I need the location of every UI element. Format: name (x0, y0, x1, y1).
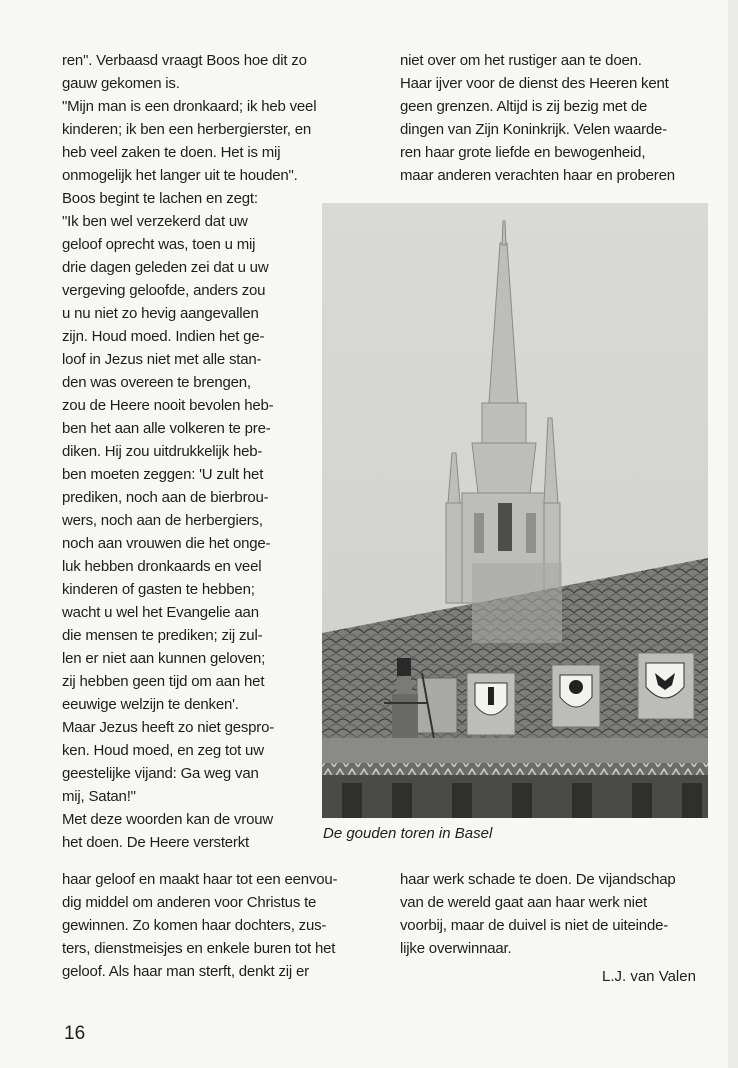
text-line: dig middel om anderen voor Christus te (62, 894, 317, 911)
text-line: prediken, noch aan de bierbrou- (62, 489, 269, 506)
text-line: mij, Satan!" (62, 788, 136, 805)
text-line: Haar ijver voor de dienst des Heeren kent (400, 75, 669, 92)
page-number: 16 (64, 1023, 86, 1044)
photo-caption: De gouden toren in Basel (323, 825, 493, 842)
text-line: ren". Verbaasd vraagt Boos hoe dit zo (62, 52, 307, 69)
text-line: luk hebben dronkaards en veel (62, 558, 262, 575)
text-line: haar werk schade te doen. De vijandschap (400, 871, 676, 888)
text-line: kinderen of gasten te hebben; (62, 581, 255, 598)
text-line: wers, noch aan de herbergiers, (62, 512, 263, 529)
text-line: u nu niet zo hevig aangevallen (62, 305, 259, 322)
text-line: len er niet aan kunnen geloven; (62, 650, 266, 667)
text-line: gauw gekomen is. (62, 75, 180, 92)
text-line: den was overeen te brengen, (62, 374, 251, 391)
text-line: drie dagen geleden zei dat u uw (62, 259, 269, 276)
text-line: "Ik ben wel verzekerd dat uw (62, 213, 248, 230)
text-line: Maar Jezus heeft zo niet gespro- (62, 719, 275, 736)
text-line: voorbij, maar de duivel is niet de uiteinde- (400, 917, 669, 934)
text-line: onmogelijk het langer uit te houden". (62, 167, 298, 184)
text-line: Boos begint te lachen en zegt: (62, 190, 258, 207)
text-line: Met deze woorden kan de vrouw (62, 811, 273, 828)
text-line: loof in Jezus niet met alle stan- (62, 351, 262, 368)
text-line: dingen van Zijn Koninkrijk. Velen waarde- (400, 121, 667, 138)
text-line: ben moeten zeggen: 'U zult het (62, 466, 264, 483)
text-line: niet over om het rustiger aan te doen. (400, 52, 642, 69)
text-line: ben het aan alle volkeren te pre- (62, 420, 271, 437)
text-line: geen grenzen. Altijd is zij bezig met de (400, 98, 648, 115)
text-line: "Mijn man is een dronkaard; ik heb veel (62, 98, 317, 115)
text-line: het doen. De Heere versterkt (62, 834, 249, 851)
text-line: noch aan vrouwen die het onge- (62, 535, 271, 552)
text-line: zou de Heere nooit bevolen heb- (62, 397, 274, 414)
text-line: ken. Houd moed, en zeg tot uw (62, 742, 264, 759)
text-line: eeuwige welzijn te denken'. (62, 696, 239, 713)
text-line: ters, dienstmeisjes en enkele buren tot het (62, 940, 336, 957)
right-column-text-bottom (400, 868, 676, 960)
text-line: haar geloof en maakt haar tot een eenvou- (62, 871, 338, 888)
text-line: heb veel zaken te doen. Het is mij (62, 144, 281, 161)
photo-golden-tower-basel (322, 203, 708, 818)
text-line: maar anderen verachten haar en proberen (400, 167, 675, 184)
left-column-text-bottom (62, 868, 337, 983)
author-signature: L.J. van Valen (602, 968, 696, 985)
text-line: die mensen te prediken; zij zul- (62, 627, 263, 644)
left-column-text-top (62, 49, 316, 854)
right-column-text-top (400, 49, 675, 187)
text-line: gewinnen. Zo komen haar dochters, zus- (62, 917, 327, 934)
text-line: zijn. Houd moed. Indien het ge- (62, 328, 265, 345)
text-line: lijke overwinnaar. (400, 940, 512, 957)
text-line: geloof oprecht was, toen u mij (62, 236, 256, 253)
text-line: geloof. Als haar man sterft, denkt zij er (62, 963, 309, 980)
text-line: ren haar grote liefde en bewogenheid, (400, 144, 646, 161)
text-line: kinderen; ik ben een herbergierster, en (62, 121, 312, 138)
text-line: van de wereld gaat aan haar werk niet (400, 894, 647, 911)
text-line: vergeving geloofde, anders zou (62, 282, 266, 299)
text-line: zij hebben geen tijd om aan het (62, 673, 265, 690)
text-line: geestelijke vijand: Ga weg van (62, 765, 259, 782)
text-line: wacht u wel het Evangelie aan (62, 604, 259, 621)
text-line: diken. Hij zou uitdrukkelijk heb- (62, 443, 263, 460)
